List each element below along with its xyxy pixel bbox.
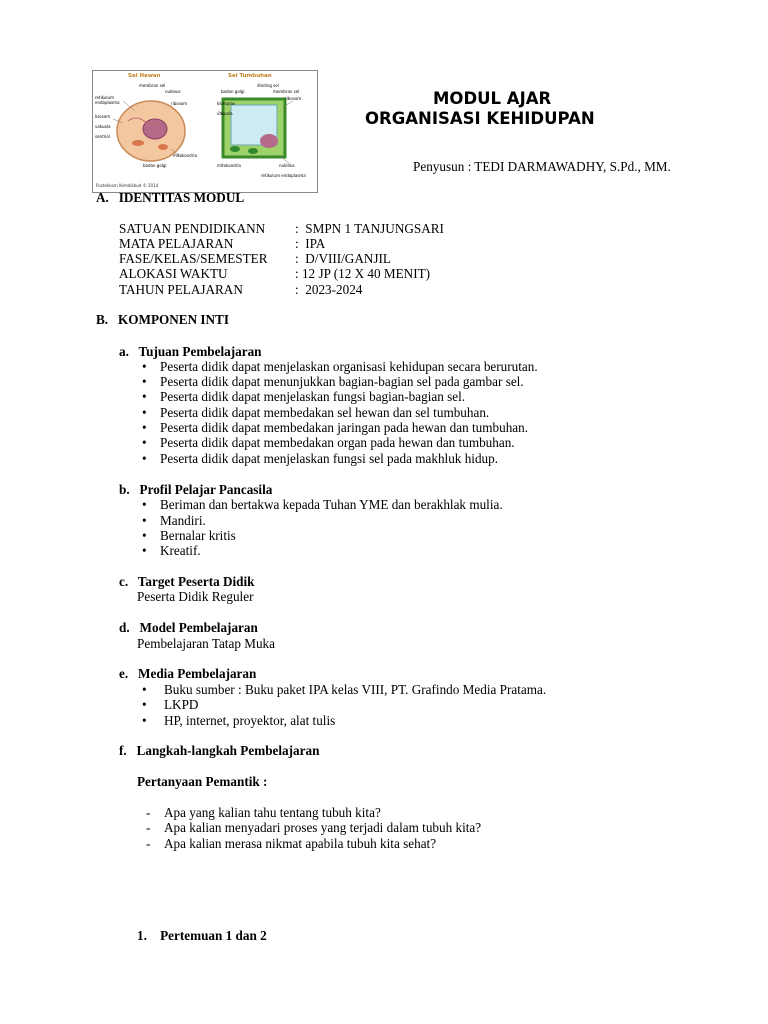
list-item	[142, 697, 198, 712]
list-item-text: Apa kalian menyadari proses yang terjadi dalam tubuh kita?	[164, 820, 482, 835]
figure-label: nukleus	[165, 89, 181, 94]
identity-label: SATUAN PENDIDIKANN	[119, 221, 266, 236]
identity-value: : 12 JP (12 X 40 MENIT)	[295, 266, 431, 281]
figure-label: badan golgi	[143, 163, 167, 168]
bullet-icon: •	[142, 374, 147, 389]
list-item-text: Apa yang kalian tahu tentang tubuh kita?	[164, 805, 381, 820]
list-item	[142, 420, 528, 435]
list-item	[142, 682, 546, 697]
figure-label: vakuola	[217, 111, 233, 116]
list-item-text: Peserta didik dapat membedakan jaringan pada hewan dan tumbuhan.	[160, 420, 529, 435]
figure-label: kloroplas	[217, 101, 236, 106]
list-item	[142, 543, 201, 558]
target-students-heading: c. Target Peserta Didik	[119, 574, 255, 589]
list-item-text: Kreatif.	[160, 543, 201, 558]
bullet-icon: •	[142, 359, 147, 374]
list-item	[146, 836, 436, 851]
list-item-text: LKPD	[164, 697, 199, 712]
figure-label: lisosom	[95, 114, 111, 119]
figure-label: ribosom	[171, 101, 188, 106]
list-item-text: Peserta didik dapat menjelaskan fungsi sel pada makhluk hidup.	[160, 451, 499, 466]
list-item	[142, 513, 206, 528]
list-item-text: Bernalar kritis	[160, 528, 236, 543]
list-item	[142, 435, 515, 450]
figure-label: membran sel	[139, 83, 166, 88]
identity-value: : SMPN 1 TANJUNGSARI	[295, 221, 444, 236]
bullet-icon: •	[142, 528, 147, 543]
identity-label: TAHUN PELAJARAN	[119, 282, 243, 297]
list-item-text: Peserta didik dapat menjelaskan organisasi kehidupan secara berurutan.	[160, 359, 538, 374]
identity-label: MATA PELAJARAN	[119, 236, 234, 251]
list-item	[142, 713, 335, 728]
dash-icon: -	[146, 805, 151, 820]
figure-caption: Pustekkom Kemdikbud © 2014	[96, 183, 159, 188]
document-title-line1: MODUL AJAR	[433, 89, 552, 108]
identity-value: : IPA	[295, 236, 326, 251]
list-item-text: Buku sumber : Buku paket IPA kelas VIII, PT. Grafindo Media Pratama.	[164, 682, 547, 697]
learning-media-heading: e. Media Pembelajaran	[119, 666, 257, 681]
document-title-line2: ORGANISASI KEHIDUPAN	[365, 109, 595, 128]
list-item-text: Apa kalian merasa nikmat apabila tubuh kita sehat?	[164, 836, 437, 851]
list-item-text: Mandiri.	[160, 513, 206, 528]
author-line: Penyusun : TEDI DARMAWADHY, S.Pd., MM.	[413, 159, 671, 174]
bullet-icon: •	[142, 543, 147, 558]
list-item	[142, 528, 236, 543]
cell-diagram-figure	[92, 70, 318, 193]
figure-label: dinding sel	[257, 83, 279, 88]
bullet-icon: •	[142, 497, 147, 512]
figure-label: retikulum endoplasma	[95, 95, 120, 105]
section-a-heading: A. IDENTITAS MODUL	[96, 190, 245, 205]
list-item	[146, 805, 381, 820]
bullet-icon: •	[142, 435, 147, 450]
identity-label: ALOKASI WAKTU	[119, 266, 228, 281]
learning-model-text: Pembelajaran Tatap Muka	[137, 636, 275, 651]
list-item-text: HP, internet, proyektor, alat tulis	[164, 713, 336, 728]
trigger-questions-heading: Pertanyaan Pemantik :	[137, 774, 268, 789]
list-item	[142, 497, 503, 512]
identity-value: : D/VIII/GANJIL	[295, 251, 391, 266]
figure-label: vakuola	[95, 124, 111, 129]
figure-label: badan golgi	[221, 89, 245, 94]
bullet-icon: •	[142, 451, 147, 466]
list-item	[142, 451, 498, 466]
figure-right-title: Sel Tumbuhan	[228, 73, 272, 79]
figure-label: ribosom	[285, 96, 302, 101]
bullet-icon: •	[142, 513, 147, 528]
dash-icon: -	[146, 836, 151, 851]
figure-label: mitokondria	[217, 163, 241, 168]
list-item	[142, 389, 465, 404]
meeting-heading: 1. Pertemuan 1 dan 2	[137, 928, 267, 943]
list-item	[142, 405, 489, 420]
bullet-icon: •	[142, 405, 147, 420]
list-item	[146, 820, 481, 835]
list-item-text: Beriman dan bertakwa kepada Tuhan YME dan berakhlak mulia.	[160, 497, 503, 512]
list-item	[142, 359, 538, 374]
dash-icon: -	[146, 820, 151, 835]
list-item-text: Peserta didik dapat menunjukkan bagian-bagian sel pada gambar sel.	[160, 374, 524, 389]
bullet-icon: •	[142, 682, 147, 697]
list-item-text: Peserta didik dapat membedakan organ pada hewan dan tumbuhan.	[160, 435, 515, 450]
learning-model-heading: d. Model Pembelajaran	[119, 620, 258, 635]
bullet-icon: •	[142, 697, 147, 712]
figure-left-title: Sel Hewan	[128, 73, 161, 79]
bullet-icon: •	[142, 713, 147, 728]
pancasila-profile-heading: b. Profil Pelajar Pancasila	[119, 482, 273, 497]
identity-value: : 2023-2024	[295, 282, 363, 297]
list-item-text: Peserta didik dapat menjelaskan fungsi bagian-bagian sel.	[160, 389, 466, 404]
section-b-heading: B. KOMPONEN INTI	[96, 312, 229, 327]
figure-label: nukleus	[279, 163, 295, 168]
list-item	[142, 374, 524, 389]
figure-label: sentriol	[95, 134, 110, 139]
bullet-icon: •	[142, 389, 147, 404]
figure-label: mitokondria	[173, 153, 197, 158]
target-students-text: Peserta Didik Reguler	[137, 589, 254, 604]
learning-steps-heading: f. Langkah-langkah Pembelajaran	[119, 743, 320, 758]
learning-goals-heading: a. Tujuan Pembelajaran	[119, 344, 262, 359]
figure-label: retikulum endoplasma	[261, 173, 306, 178]
identity-label: FASE/KELAS/SEMESTER	[119, 251, 268, 266]
figure-label: membran sel	[273, 89, 300, 94]
bullet-icon: •	[142, 420, 147, 435]
list-item-text: Peserta didik dapat membedakan sel hewan dan sel tumbuhan.	[160, 405, 490, 420]
